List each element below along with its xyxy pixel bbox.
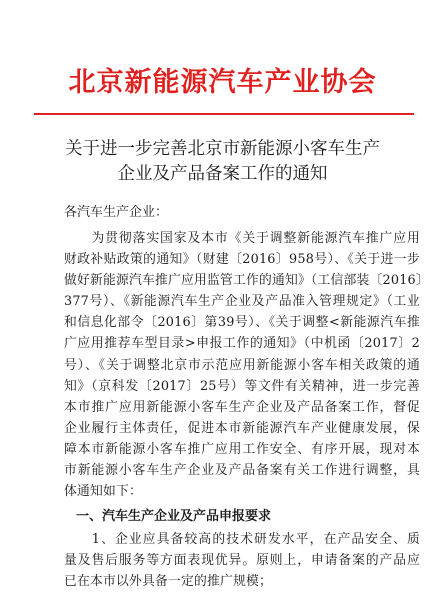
document-title-line-1: 关于进一步完善北京市新能源小客车生产 bbox=[65, 139, 380, 159]
organization-title: 北京新能源汽车产业协会 bbox=[68, 67, 377, 98]
paragraph-line: 为贯彻落实国家及本市《关于调整新能源汽车推广应用 bbox=[64, 231, 420, 246]
paragraph-line: 广应用推荐车型目录>申报工作的通知》（中机函〔2017〕2 bbox=[64, 336, 420, 352]
red-header-rule bbox=[34, 113, 414, 115]
paragraph-line: 市新能源小客车生产企业及产品备案有关工作进行调整，具 bbox=[64, 463, 420, 479]
salutation: 各汽车生产企业： bbox=[64, 205, 169, 220]
paragraph-line: 知》（京科发〔2017〕25号）等文件有关精神，进一步完善 bbox=[64, 378, 420, 394]
paragraph-line: 体通知如下： bbox=[64, 484, 142, 500]
document-title-line-2: 企业及产品备案工作的通知 bbox=[117, 164, 328, 184]
paragraph-line: 财政补贴政策的通知》（财建〔2016〕958号）、《关于进一步 bbox=[64, 252, 420, 268]
section-line: 量及售后服务等方面表现优异。原则上，申请备案的产品应 bbox=[64, 553, 420, 569]
paragraph-line: 和信息化部令〔2016〕第39号）、《关于调整<新能源汽车推 bbox=[64, 315, 420, 331]
paragraph-line: 障本市新能源小客车推广应用工作安全、有序开展，现对本 bbox=[64, 441, 420, 457]
intro-paragraph bbox=[64, 228, 429, 502]
paragraph-line: 本市推广应用新能源小客车生产企业及产品备案工作，督促 bbox=[64, 399, 420, 415]
section-line: 已在本市以外具备一定的推广规模； bbox=[64, 574, 272, 590]
paragraph-line: 号）、《关于调整北京市示范应用新能源小客车相关政策的通 bbox=[64, 357, 420, 373]
document-title bbox=[0, 137, 445, 187]
paragraph-line: 做好新能源汽车推广应用监管工作的通知》（工信部装〔2016〕 bbox=[64, 273, 429, 289]
paragraph-line: 377号）、《新能源汽车生产企业及产品准入管理规定》（工业 bbox=[64, 294, 420, 310]
section-line: 1、企业应具备较高的技术研发水平，在产品安全、质 bbox=[64, 532, 420, 547]
section-paragraph bbox=[64, 529, 420, 592]
paragraph-line: 企业履行主体责任，促进本市新能源汽车产业健康发展，保 bbox=[64, 420, 420, 436]
section-heading: 一、汽车生产企业及产品申报要求 bbox=[76, 509, 272, 524]
